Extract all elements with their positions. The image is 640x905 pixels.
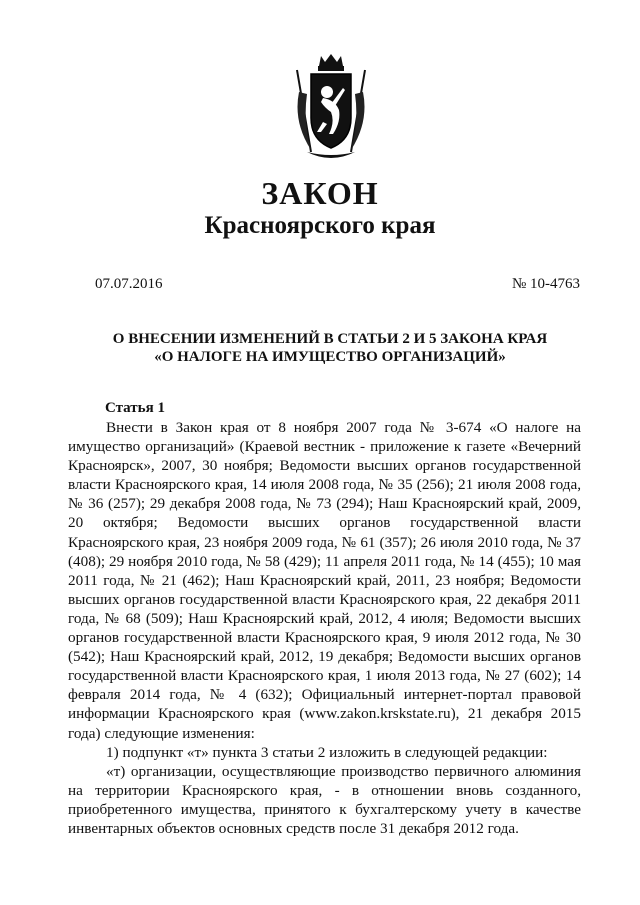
- document-number: № 10-4763: [511, 276, 580, 292]
- law-heading-line: «О НАЛОГЕ НА ИМУЩЕСТВО ОРГАНИЗАЦИЙ»: [154, 349, 506, 365]
- article-body: [68, 418, 581, 838]
- article-paragraph: 1) подпункт «т» пункта 3 статьи 2 изложить в следующей редакции:: [106, 743, 548, 761]
- crown-icon: [318, 54, 344, 71]
- document-title: ЗАКОН: [261, 175, 379, 211]
- law-heading-line: О ВНЕСЕНИИ ИЗМЕНЕНИЙ В СТАТЬИ 2 И 5 ЗАКОНА КРАЯ: [112, 331, 548, 347]
- krasnoyarsk-coat-of-arms-icon: [289, 52, 373, 164]
- article-paragraph: «т) организации, осуществляющие производство первичного алюминия на территории Красноярского края, - в отношении вновь созданного, приобретенного имущества, принятого к бухгалтерскому учету в качестве инвентарных объектов основных средств после 31 декабря 2012 года.: [68, 762, 581, 837]
- law-heading: [70, 330, 590, 366]
- document-subtitle: Красноярского края: [204, 212, 436, 239]
- document-date: 07.07.2016: [95, 276, 163, 292]
- article-title: Статья 1: [105, 400, 165, 416]
- article-paragraph: Внести в Закон края от 8 ноября 2007 года № 3-674 «О налоге на имущество организаций» (Краевой вестник - приложение к газете «Вечерний Красноярск», 2007, 30 ноября; Ведомости высших органов государственной власти Красноярского края, 14 июля 2008 года, № 35 (256); 21 июля 2008 года, № 36 (257); 29 декабря 2008 года, № 73 (294); Наш Красноярский край, 2009, 20 октября; Ведомости высших органов государственной власти Красноярского края, 23 ноября 2009 года, № 61 (357); 26 июля 2010 года, № 37 (408); 29 ноября 2010 года, № 58 (429); 11 апреля 2011 года, № 14 (455); 10 мая 2011 года, № 21 (462); Наш Красноярский край, 2011, 23 ноября; Ведомости высших органов государственной власти Красноярского края, 22 декабря 2011 года, № 68 (509); Наш Красноярский край, 2012, 4 июля; Ведомости высших органов государственной власти Красноярского края, 9 июля 2012 года, № 30 (542); Наш Красноярский край, 2012, 19 декабря; Ведомости высших органов государственной власти Красноярского края, 1 июля 2013 года, № 27 (602); 14 февраля 2014 года, № 4 (632); Официальный интернет-портал правовой информации Красноярского края (www.zakon.krskstate.ru), 21 декабря 2015 года) следующие изменения:: [68, 419, 581, 742]
